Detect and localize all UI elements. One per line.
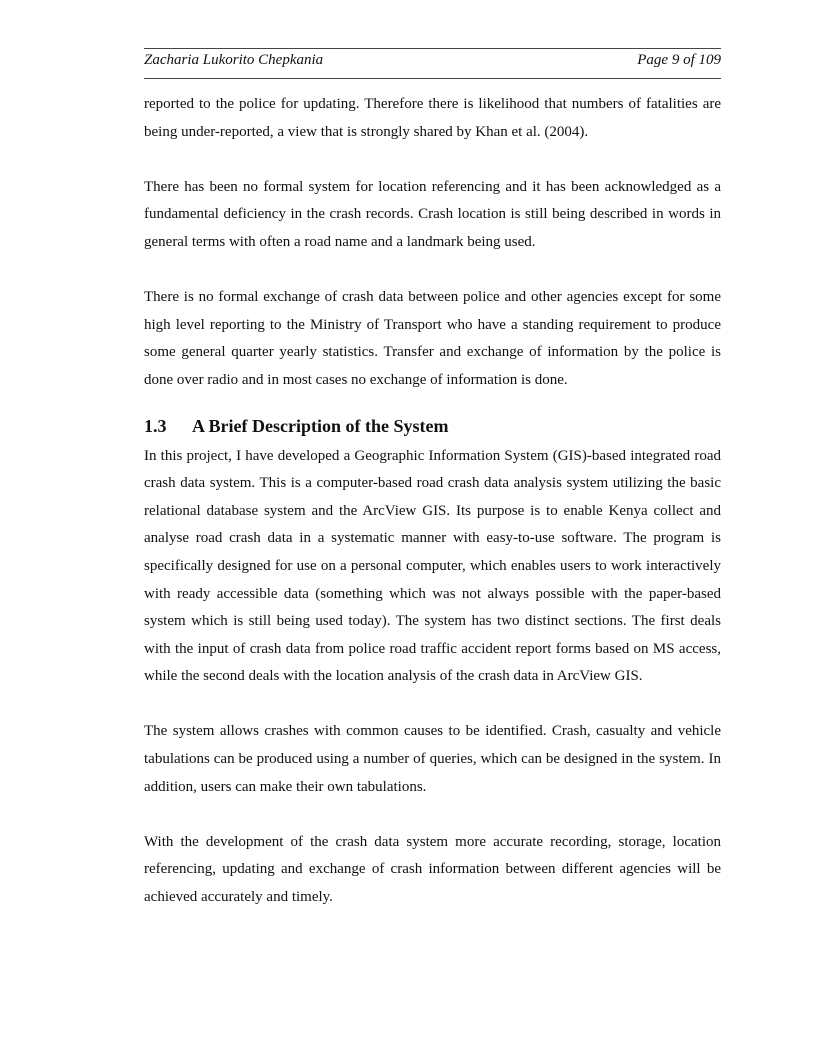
body-text <box>144 91 721 939</box>
paragraph: reported to the police for updating. Therefore there is likelihood that numbers of fatalities are being under-reported, a view that is strongly shared by Khan et al. (2004). <box>144 96 721 140</box>
header-page-number: Page 9 of 109 <box>637 52 721 68</box>
paragraph: With the development of the crash data system more accurate recording, storage, location referencing, updating and exchange of crash information between different agencies will be achieved accurately and timely. <box>144 833 721 906</box>
paragraph: In this project, I have developed a Geographic Information System (GIS)-based integrated road crash data system. This is a computer-based road crash data analysis system utilizing the basic relational database system and the ArcView GIS. Its purpose is to enable Kenya collect and analyse road crash data in a systematic manner with easy-to-use software. The program is specifically designed for use on a personal computer, which enables users to work interactively with ready accessible data (something which was not always possible with the paper-based system which is still being used today). The system has two distinct sections. The first deals with the input of crash data from police road traffic accident report forms based on MS access, while the second deals with the location analysis of the crash data in ArcView GIS. <box>144 447 721 685</box>
running-header <box>144 48 721 79</box>
header-author: Zacharia Lukorito Chepkania <box>144 52 324 68</box>
paragraph: There has been no formal system for location referencing and it has been acknowledged as a fundamental deficiency in the crash records. Crash location is still being described in words in general terms with often a road name and a landmark being used. <box>144 178 721 250</box>
section-number: 1.3 <box>144 415 167 436</box>
section-heading <box>144 415 721 437</box>
paragraph: There is no formal exchange of crash data between police and other agencies except for some high level reporting to the Ministry of Transport who have a standing requirement to produce some general quarter yearly statistics. Transfer and exchange of information by the police is done over radio and in most cases no exchange of information is done. <box>144 289 721 388</box>
document-page <box>144 0 721 1056</box>
section-title: A Brief Description of the System <box>192 415 449 436</box>
paragraph: The system allows crashes with common causes to be identified. Crash, casualty and vehicle tabulations can be produced using a number of queries, which can be designed in the system. In addition, users can make their own tabulations. <box>144 723 721 795</box>
